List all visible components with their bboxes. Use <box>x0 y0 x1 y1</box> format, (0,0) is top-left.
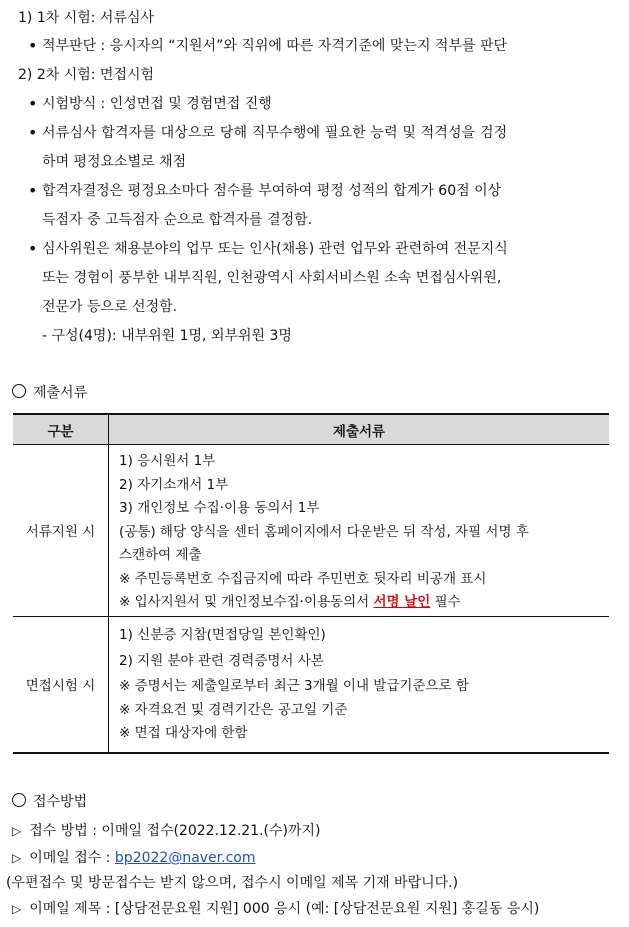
application-method: ▷ 접수 방법 : 이메일 접수(2022.12.21.(수)까지) <box>12 823 321 839</box>
exam-stage-2: 2) 2차 시험: 면접시험 <box>18 67 155 83</box>
row-documents <box>109 616 610 753</box>
doc-line: 스캔하여 제출 <box>119 547 202 563</box>
email-link[interactable]: bp2022@naver.com <box>114 850 256 866</box>
triangle-bullet-icon: ▷ <box>12 851 22 865</box>
doc-line: 2) 자기소개서 1부 <box>119 476 229 493</box>
stage2-bullet-screening-cont: 하며 평정요소별로 채점 <box>42 154 187 170</box>
triangle-bullet-icon: ▷ <box>12 824 22 838</box>
doc-line: (공통) 해당 양식을 센터 홈페이지에서 다운받은 뒤 작성, 자필 서명 후 <box>119 523 529 540</box>
application-subject: ▷ 이메일 제목 : [상담전문요원 지원] 000 응시 (예: [상담전문요원 지원] 홍길동 응시) <box>12 901 540 917</box>
doc-line-signature: ※ 입사지원서 및 개인정보수집·이용동의서 서명 날인 필수 <box>119 594 461 610</box>
row-category: 면접시험 시 <box>13 616 109 753</box>
doc-line: 1) 응시원서 1부 <box>119 453 216 469</box>
doc-line: 3) 개인정보 수집·이용 동의서 1부 <box>119 500 320 516</box>
panel-composition: - 구성(4명): 내부위원 1명, 외부위원 3명 <box>42 328 292 344</box>
documents-heading: 제출서류 <box>12 383 87 403</box>
documents-table <box>13 413 609 754</box>
stage2-bullet-panel: • 심사위원은 채용분야의 업무 또는 인사(채용) 관련 업무와 관련하여 전문지식 <box>42 239 508 259</box>
exam-stage-1: 1) 1차 시험: 서류심사 <box>18 10 155 26</box>
triangle-bullet-icon: ▷ <box>12 902 22 916</box>
row-documents <box>109 445 610 617</box>
application-heading: 접수방법 <box>12 792 87 812</box>
doc-line: 2) 지원 분야 관련 경력증명서 사본 <box>119 653 324 669</box>
application-email: ▷ 이메일 접수 : bp2022@naver.com <box>12 850 256 866</box>
circle-bullet-icon <box>12 384 26 398</box>
table-row <box>13 445 609 617</box>
signature-required-highlight: 서명 날인 <box>373 594 431 610</box>
col-header-documents: 제출서류 <box>109 414 610 445</box>
doc-line: ※ 주민등록번호 수집금지에 따라 주민번호 뒷자리 비공개 표시 <box>119 570 487 587</box>
table-row <box>13 616 609 753</box>
col-header-category: 구분 <box>13 414 109 445</box>
stage2-bullet-decision: • 합격자결정은 평정요소마다 점수를 부여하여 평정 성적의 합계가 60점 이상 <box>42 181 501 201</box>
stage2-bullet-decision-cont: 득점자 중 고득점자 순으로 합격자를 결정함. <box>42 212 313 228</box>
doc-line: ※ 증명서는 제출일로부터 최근 3개월 이내 발급기준으로 함 <box>119 678 469 694</box>
doc-line: 1) 신분증 지참(면접당일 본인확인) <box>119 626 326 643</box>
row-category: 서류지원 시 <box>13 445 109 617</box>
stage2-bullet-panel-cont2: 전문가 등으로 선정함. <box>42 299 178 315</box>
application-note: (우편접수 및 방문접수는 받지 않으며, 접수시 이메일 제목 기재 바랍니다.) <box>6 875 459 891</box>
circle-bullet-icon <box>12 793 26 807</box>
doc-line: ※ 자격요건 및 경력기간은 공고일 기준 <box>119 701 348 718</box>
stage2-bullet-method: • 시험방식 : 인성면접 및 경험면접 진행 <box>42 94 272 114</box>
stage1-bullet: • 적부판단 : 응시자의 “지원서”와 직위에 따른 자격기준에 맞는지 적부를 판단 <box>42 36 507 56</box>
stage2-bullet-panel-cont1: 또는 경험이 풍부한 내부직원, 인천광역시 사회서비스원 소속 면접심사위원, <box>42 270 502 286</box>
doc-line: ※ 면접 대상자에 한함 <box>119 725 248 741</box>
stage2-bullet-screening: • 서류심사 합격자를 대상으로 당해 직무수행에 필요한 능력 및 적격성을 검정 <box>42 123 507 143</box>
